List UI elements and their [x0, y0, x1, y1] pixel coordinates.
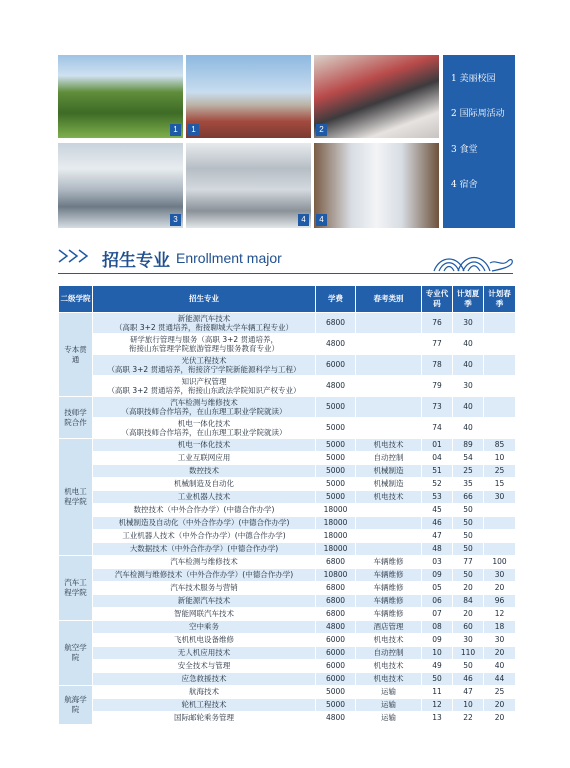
code-cell: 52: [422, 478, 453, 491]
table-row: [59, 418, 516, 439]
table-row: [59, 621, 516, 634]
code-cell: 01: [422, 439, 453, 452]
summer-plan-cell: 40: [453, 334, 484, 355]
fee-cell: 5000: [316, 478, 356, 491]
spring-plan-cell: [484, 376, 516, 397]
major-cell: 国际邮轮乘务管理: [93, 712, 316, 725]
major-cell: 知识产权管理 （高职 3+2 贯通培养，衔接山东政法学院知识产权专业）: [93, 376, 316, 397]
table-row: [59, 355, 516, 376]
code-cell: 03: [422, 556, 453, 569]
code-cell: 06: [422, 595, 453, 608]
dormitory-photo-2: [314, 143, 439, 228]
table-row: [59, 699, 516, 712]
fee-cell: 10800: [316, 569, 356, 582]
category-cell: 机电技术: [356, 439, 422, 452]
code-cell: 53: [422, 491, 453, 504]
category-cell: 机械制造: [356, 478, 422, 491]
header-spring-plan: 计划春季: [484, 286, 516, 313]
header-code: 专业代码: [422, 286, 453, 313]
section-title-en: Enrollment major: [176, 250, 282, 266]
summer-plan-cell: 46: [453, 673, 484, 686]
code-cell: 77: [422, 334, 453, 355]
spring-plan-cell: 20: [484, 582, 516, 595]
table-row: [59, 634, 516, 647]
fee-cell: 6000: [316, 355, 356, 376]
photo-number: 4: [316, 214, 327, 226]
table-row: [59, 569, 516, 582]
category-cell: 车辆维修: [356, 582, 422, 595]
category-cell: 机电技术: [356, 634, 422, 647]
summer-plan-cell: 40: [453, 418, 484, 439]
table-row: [59, 582, 516, 595]
table-row: [59, 465, 516, 478]
summer-plan-cell: 84: [453, 595, 484, 608]
canteen-photo: [58, 143, 183, 228]
fee-cell: 5000: [316, 397, 356, 418]
wave-decoration-icon: [432, 249, 514, 273]
fee-cell: 5000: [316, 452, 356, 465]
spring-plan-cell: 20: [484, 647, 516, 660]
summer-plan-cell: 89: [453, 439, 484, 452]
spring-plan-cell: 25: [484, 465, 516, 478]
college-cell: 专本贯通: [59, 313, 93, 397]
header-category: 春考类别: [356, 286, 422, 313]
campus-plaza-photo: [186, 55, 311, 138]
category-cell: 自动控制: [356, 647, 422, 660]
spring-plan-cell: 30: [484, 569, 516, 582]
category-cell: [356, 334, 422, 355]
summer-plan-cell: 40: [453, 397, 484, 418]
code-cell: 09: [422, 634, 453, 647]
category-cell: 运输: [356, 712, 422, 725]
table-row: [59, 334, 516, 355]
summer-plan-cell: 50: [453, 569, 484, 582]
college-cell: 航海学院: [59, 686, 93, 725]
category-cell: 机电技术: [356, 673, 422, 686]
code-cell: 08: [422, 621, 453, 634]
summer-plan-cell: 25: [453, 465, 484, 478]
table-row: [59, 686, 516, 699]
fee-cell: 4800: [316, 334, 356, 355]
spring-plan-cell: 18: [484, 621, 516, 634]
major-cell: 数控技术: [93, 465, 316, 478]
category-cell: 车辆维修: [356, 569, 422, 582]
fee-cell: 5000: [316, 699, 356, 712]
table-row: [59, 595, 516, 608]
fee-cell: 5000: [316, 418, 356, 439]
code-cell: 10: [422, 647, 453, 660]
category-cell: [356, 418, 422, 439]
spring-plan-cell: 25: [484, 686, 516, 699]
summer-plan-cell: 50: [453, 504, 484, 517]
table-row: [59, 660, 516, 673]
fee-cell: 5000: [316, 686, 356, 699]
summer-plan-cell: 40: [453, 355, 484, 376]
college-cell: 技师学院合作: [59, 397, 93, 439]
section-heading: [58, 246, 282, 270]
major-cell: 工业互联网应用: [93, 452, 316, 465]
caption-campus: 1 美丽校园: [451, 74, 496, 84]
spring-plan-cell: [484, 543, 516, 556]
summer-plan-cell: 50: [453, 543, 484, 556]
summer-plan-cell: 77: [453, 556, 484, 569]
spring-plan-cell: [484, 334, 516, 355]
code-cell: 05: [422, 582, 453, 595]
category-cell: [356, 504, 422, 517]
fee-cell: 4800: [316, 621, 356, 634]
campus-garden-photo: [58, 55, 183, 138]
spring-plan-cell: 30: [484, 634, 516, 647]
code-cell: 46: [422, 517, 453, 530]
summer-plan-cell: 30: [453, 634, 484, 647]
major-cell: 轮机工程技术: [93, 699, 316, 712]
photo-number: 4: [298, 214, 309, 226]
category-cell: 机电技术: [356, 491, 422, 504]
summer-plan-cell: 50: [453, 660, 484, 673]
spring-plan-cell: [484, 397, 516, 418]
table-row: [59, 313, 516, 334]
fee-cell: 5000: [316, 491, 356, 504]
code-cell: 47: [422, 530, 453, 543]
fee-cell: 18000: [316, 517, 356, 530]
summer-plan-cell: 110: [453, 647, 484, 660]
spring-plan-cell: [484, 418, 516, 439]
table-row: [59, 517, 516, 530]
fee-cell: 18000: [316, 543, 356, 556]
code-cell: 78: [422, 355, 453, 376]
major-cell: 新能源汽车技术 （高职 3+2 贯通培养，衔接聊城大学车辆工程专业）: [93, 313, 316, 334]
spring-plan-cell: 12: [484, 608, 516, 621]
code-cell: 48: [422, 543, 453, 556]
code-cell: 50: [422, 673, 453, 686]
caption-dormitory: 4 宿舍: [451, 180, 478, 190]
table-row: [59, 530, 516, 543]
fee-cell: 18000: [316, 530, 356, 543]
photo-number: 1: [170, 124, 181, 136]
category-cell: 运输: [356, 699, 422, 712]
spring-plan-cell: 20: [484, 712, 516, 725]
summer-plan-cell: 20: [453, 608, 484, 621]
category-cell: [356, 313, 422, 334]
table-row: [59, 439, 516, 452]
fee-cell: 6800: [316, 582, 356, 595]
major-cell: 汽车检测与维修技术 （高职技师合作培养，在山东理工职业学院就读）: [93, 397, 316, 418]
summer-plan-cell: 10: [453, 699, 484, 712]
code-cell: 49: [422, 660, 453, 673]
code-cell: 04: [422, 452, 453, 465]
table-row: [59, 673, 516, 686]
fee-cell: 6800: [316, 556, 356, 569]
category-cell: 运输: [356, 686, 422, 699]
spring-plan-cell: 96: [484, 595, 516, 608]
fee-cell: 6800: [316, 608, 356, 621]
category-cell: 酒店管理: [356, 621, 422, 634]
code-cell: 73: [422, 397, 453, 418]
code-cell: 13: [422, 712, 453, 725]
fee-cell: 6000: [316, 647, 356, 660]
major-cell: 汽车检测与维修技术: [93, 556, 316, 569]
code-cell: 07: [422, 608, 453, 621]
table-row: [59, 478, 516, 491]
category-cell: 机械制造: [356, 465, 422, 478]
spring-plan-cell: [484, 517, 516, 530]
major-cell: 汽车技术服务与营销: [93, 582, 316, 595]
fee-cell: 4800: [316, 376, 356, 397]
spring-plan-cell: 30: [484, 491, 516, 504]
summer-plan-cell: 22: [453, 712, 484, 725]
code-cell: 11: [422, 686, 453, 699]
summer-plan-cell: 35: [453, 478, 484, 491]
table-row: [59, 712, 516, 725]
section-divider: [58, 273, 513, 274]
table-row: [59, 608, 516, 621]
photo-caption-panel: [443, 55, 515, 228]
table-row: [59, 504, 516, 517]
summer-plan-cell: 50: [453, 530, 484, 543]
summer-plan-cell: 30: [453, 313, 484, 334]
spring-plan-cell: [484, 313, 516, 334]
spring-plan-cell: 40: [484, 660, 516, 673]
triple-arrow-icon: [58, 249, 92, 267]
table-row: [59, 397, 516, 418]
fee-cell: 18000: [316, 504, 356, 517]
fee-cell: 6000: [316, 673, 356, 686]
summer-plan-cell: 60: [453, 621, 484, 634]
category-cell: [356, 543, 422, 556]
caption-international-week: 2 国际周活动: [451, 109, 505, 119]
category-cell: [356, 355, 422, 376]
summer-plan-cell: 20: [453, 582, 484, 595]
spring-plan-cell: [484, 355, 516, 376]
code-cell: 12: [422, 699, 453, 712]
category-cell: 车辆维修: [356, 556, 422, 569]
summer-plan-cell: 54: [453, 452, 484, 465]
spring-plan-cell: [484, 530, 516, 543]
header-fee: 学费: [316, 286, 356, 313]
spring-plan-cell: 10: [484, 452, 516, 465]
fee-cell: 4800: [316, 712, 356, 725]
major-cell: 机械制造及自动化（中外合作办学）(中德合作办学): [93, 517, 316, 530]
category-cell: [356, 517, 422, 530]
summer-plan-cell: 50: [453, 517, 484, 530]
summer-plan-cell: 30: [453, 376, 484, 397]
summer-plan-cell: 47: [453, 686, 484, 699]
spring-plan-cell: 15: [484, 478, 516, 491]
fee-cell: 6800: [316, 313, 356, 334]
major-cell: 空中乘务: [93, 621, 316, 634]
table-row: [59, 556, 516, 569]
code-cell: 51: [422, 465, 453, 478]
code-cell: 76: [422, 313, 453, 334]
major-cell: 汽车检测与维修技术（中外合作办学）(中德合作办学): [93, 569, 316, 582]
spring-plan-cell: [484, 504, 516, 517]
spring-plan-cell: 85: [484, 439, 516, 452]
photo-number: 3: [170, 214, 181, 226]
category-cell: 机电技术: [356, 660, 422, 673]
major-cell: 飞机机电设备维修: [93, 634, 316, 647]
header-college: 二级学院: [59, 286, 93, 313]
table-row: [59, 376, 516, 397]
caption-canteen: 3 食堂: [451, 145, 478, 155]
fee-cell: 6800: [316, 595, 356, 608]
code-cell: 09: [422, 569, 453, 582]
table-row: [59, 491, 516, 504]
college-cell: 机电工程学院: [59, 439, 93, 556]
fee-cell: 5000: [316, 439, 356, 452]
international-week-photo: [314, 55, 439, 138]
table-row: [59, 647, 516, 660]
table-row: [59, 543, 516, 556]
major-cell: 光伏工程技术 （高职 3+2 贯通培养，衔接济宁学院新能源科学与工程）: [93, 355, 316, 376]
code-cell: 74: [422, 418, 453, 439]
major-cell: 工业机器人技术: [93, 491, 316, 504]
header-major: 招生专业: [93, 286, 316, 313]
section-title-zh: 招生专业: [102, 250, 170, 271]
major-cell: 航海技术: [93, 686, 316, 699]
major-cell: 数控技术（中外合作办学）(中德合作办学): [93, 504, 316, 517]
photo-number: 2: [316, 124, 327, 136]
category-cell: 车辆维修: [356, 608, 422, 621]
major-cell: 新能源汽车技术: [93, 595, 316, 608]
spring-plan-cell: 20: [484, 699, 516, 712]
category-cell: [356, 397, 422, 418]
summer-plan-cell: 66: [453, 491, 484, 504]
major-cell: 安全技术与管理: [93, 660, 316, 673]
major-cell: 大数据技术（中外合作办学）(中德合作办学): [93, 543, 316, 556]
spring-plan-cell: 100: [484, 556, 516, 569]
major-cell: 应急救援技术: [93, 673, 316, 686]
photo-number: 1: [188, 124, 199, 136]
fee-cell: 6000: [316, 660, 356, 673]
table-header-row: [59, 286, 516, 313]
code-cell: 45: [422, 504, 453, 517]
category-cell: 自动控制: [356, 452, 422, 465]
college-cell: 汽车工程学院: [59, 556, 93, 621]
category-cell: 车辆维修: [356, 595, 422, 608]
major-cell: 机械制造及自动化: [93, 478, 316, 491]
enrollment-major-table: [58, 285, 516, 725]
dormitory-photo-1: [186, 143, 311, 228]
spring-plan-cell: 44: [484, 673, 516, 686]
table-row: [59, 452, 516, 465]
fee-cell: 6000: [316, 634, 356, 647]
major-cell: 工业机器人技术（中外合作办学）(中德合作办学): [93, 530, 316, 543]
major-cell: 研学旅行管理与服务（高职 3+2 贯通培养， 衔接山东管理学院旅游管理与服务教育专业）: [93, 334, 316, 355]
header-summer-plan: 计划夏季: [453, 286, 484, 313]
major-cell: 机电一体化技术: [93, 439, 316, 452]
major-cell: 无人机应用技术: [93, 647, 316, 660]
code-cell: 79: [422, 376, 453, 397]
category-cell: [356, 376, 422, 397]
college-cell: 航空学院: [59, 621, 93, 686]
fee-cell: 5000: [316, 465, 356, 478]
major-cell: 智能网联汽车技术: [93, 608, 316, 621]
major-cell: 机电一体化技术 （高职技师合作培养，在山东理工职业学院就读）: [93, 418, 316, 439]
category-cell: [356, 530, 422, 543]
